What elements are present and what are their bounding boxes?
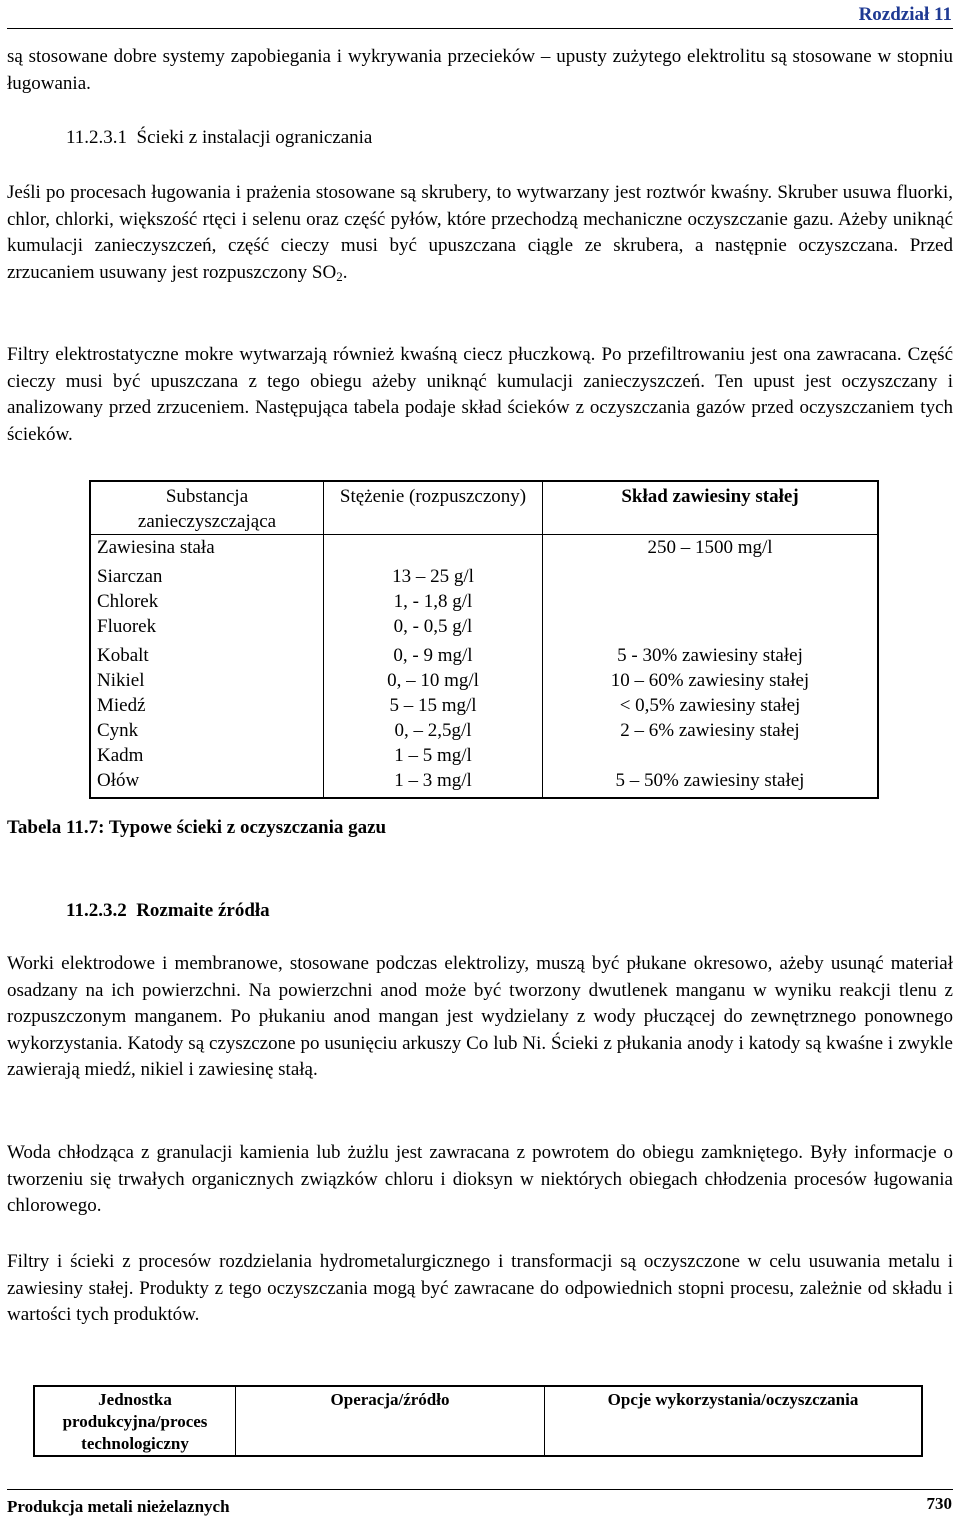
subscript: 2 xyxy=(336,268,343,284)
cell-substance: Zawiesina stała xyxy=(90,535,324,561)
cell-substance: Kobalt xyxy=(90,639,324,668)
cell-concentration: 1 – 5 mg/l xyxy=(324,743,543,768)
page-number: 730 xyxy=(926,1494,952,1513)
cell-suspended xyxy=(543,560,879,589)
cell-concentration xyxy=(324,535,543,561)
cell-suspended xyxy=(543,743,879,768)
cell-suspended xyxy=(543,614,879,639)
cell-substance: Kadm xyxy=(90,743,324,768)
header-suspended-solids: Skład zawiesiny stałej xyxy=(543,481,879,535)
header-operation-source: Operacja/źródło xyxy=(236,1386,545,1456)
section-number: 11.2.3.2 xyxy=(66,900,127,921)
table-row xyxy=(90,614,878,639)
table-row xyxy=(90,560,878,589)
cell-concentration: 0, - 0,5 g/l xyxy=(324,614,543,639)
cell-substance: Chlorek xyxy=(90,589,324,614)
table-row xyxy=(90,535,878,561)
cell-suspended: 250 – 1500 mg/l xyxy=(543,535,879,561)
cell-substance: Miedź xyxy=(90,693,324,718)
cell-suspended: 5 – 50% zawiesiny stałej xyxy=(543,768,879,798)
header-substance: Substancja zanieczyszczająca xyxy=(90,481,324,535)
paragraph-6: Filtry i ścieki z procesów rozdzielania hydrometalurgicznego i transformacji są oczyszczone w celu usuwania metalu i zawiesiny stałej. Produkty z tego oczyszczania mogą być zawracane do odpowiednich stopni procesu, zależnie od składu i wartości tych produktów. xyxy=(7,1251,953,1325)
processing-options-table xyxy=(33,1385,923,1457)
table-header-row xyxy=(34,1386,922,1456)
footer-title: Produkcja metali nieżelaznych xyxy=(7,1497,230,1516)
paragraph-2-text: Jeśli po procesach ługowania i prażenia stosowane są skrubery, to wytwarzany jest roztwór kwaśny. Skruber usuwa fluorki, chlor, chlorki, większość rtęci i selenu oraz część pyłów, które przechodzą mechaniczne oczyszczanie gazu. Ażeby uniknąć kumulacji zanieczyszczeń, część cieczy musi być upuszczana ciągle ze skrubera, a następnie oczyszczana. Przed zrzucaniem usuwany jest rozpuszczony SO xyxy=(7,182,953,283)
cell-substance: Ołów xyxy=(90,768,324,798)
table-row xyxy=(90,718,878,743)
footer-divider xyxy=(7,1489,953,1490)
cell-concentration: 0, - 9 mg/l xyxy=(324,639,543,668)
cell-suspended: 10 – 60% zawiesiny stałej xyxy=(543,668,879,693)
paragraph-2-end: . xyxy=(342,261,348,283)
paragraph-1: są stosowane dobre systemy zapobiegania i wykrywania przecieków – upusty zużytego elektrolitu są stosowane w stopniu ługowania. xyxy=(7,46,953,94)
table-row xyxy=(90,768,878,798)
wastewater-composition-table xyxy=(89,480,879,799)
cell-substance: Fluorek xyxy=(90,614,324,639)
section-title: Rozmaite źródła xyxy=(136,900,270,921)
cell-suspended: 2 – 6% zawiesiny stałej xyxy=(543,718,879,743)
header-options: Opcje wykorzystania/oczyszczania xyxy=(545,1386,923,1456)
cell-concentration: 5 – 15 mg/l xyxy=(324,693,543,718)
table-row xyxy=(90,693,878,718)
paragraph-2 xyxy=(7,180,953,286)
section-heading-1 xyxy=(66,125,372,151)
table-caption: Tabela 11.7: Typowe ścieki z oczyszczania gazu xyxy=(7,817,387,838)
cell-substance: Siarczan xyxy=(90,560,324,589)
cell-concentration: 13 – 25 g/l xyxy=(324,560,543,589)
table-row xyxy=(90,668,878,693)
cell-suspended: < 0,5% zawiesiny stałej xyxy=(543,693,879,718)
section-title: Ścieki z instalacji ograniczania xyxy=(136,127,373,148)
cell-suspended xyxy=(543,589,879,614)
section-heading-2 xyxy=(66,898,270,924)
table-row xyxy=(90,743,878,768)
table-header-row xyxy=(90,481,878,535)
cell-substance: Cynk xyxy=(90,718,324,743)
header-divider xyxy=(7,28,953,29)
header-concentration: Stężenie (rozpuszczony) xyxy=(324,481,543,535)
table-row xyxy=(90,639,878,668)
cell-concentration: 1 – 3 mg/l xyxy=(324,768,543,798)
paragraph-5: Woda chłodząca z granulacji kamienia lub żużlu jest zawracana z powrotem do obiegu zamkniętego. Były informacje o tworzeniu się trwałych organicznych związków chloru i dioksyn w niektórych obiegach chłodzenia procesów ługowania chlorowego. xyxy=(7,1142,953,1216)
paragraph-3: Filtry elektrostatyczne mokre wytwarzają również kwaśną ciecz płuczkową. Po przefiltrowaniu jest ona zawracana. Część cieczy musi być upuszczana z tego obiegu ażeby uniknąć kumulacji zanieczyszczeń. Ten upust jest oczyszczany i analizowany przed zrzuceniem. Następująca tabela podaje skład ścieków z oczyszczania gazów przed oczyszczaniem tych ścieków. xyxy=(7,344,953,445)
cell-concentration: 1, - 1,8 g/l xyxy=(324,589,543,614)
section-number: 11.2.3.1 xyxy=(66,127,128,148)
cell-substance: Nikiel xyxy=(90,668,324,693)
chapter-header: Rozdział 11 xyxy=(858,4,952,25)
cell-concentration: 0, – 2,5g/l xyxy=(324,718,543,743)
cell-concentration: 0, – 10 mg/l xyxy=(324,668,543,693)
header-production-unit: Jednostka produkcyjna/proces technologiczny xyxy=(34,1386,236,1456)
paragraph-4: Worki elektrodowe i membranowe, stosowane podczas elektrolizy, muszą być płukane okresowo, ażeby usunąć materiał osadzany na ich powierzchni. Na powierzchni anod może być tworzony dwutlenek manganu w wyniku reakcji tlenu z rozpuszczonym manganem. Po płukaniu anod mangan jest wydzielany z wody płuczącej do zewnętrznego ponownego wykorzystania. Katody są czyszczone po usunięciu arkuszy Co lub Ni. Ścieki z płukania anody i katody są kwaśne i zwykle zawierają miedź, nikiel i zawiesinę stałą. xyxy=(7,953,953,1080)
table-row xyxy=(90,589,878,614)
cell-suspended: 5 - 30% zawiesiny stałej xyxy=(543,639,879,668)
